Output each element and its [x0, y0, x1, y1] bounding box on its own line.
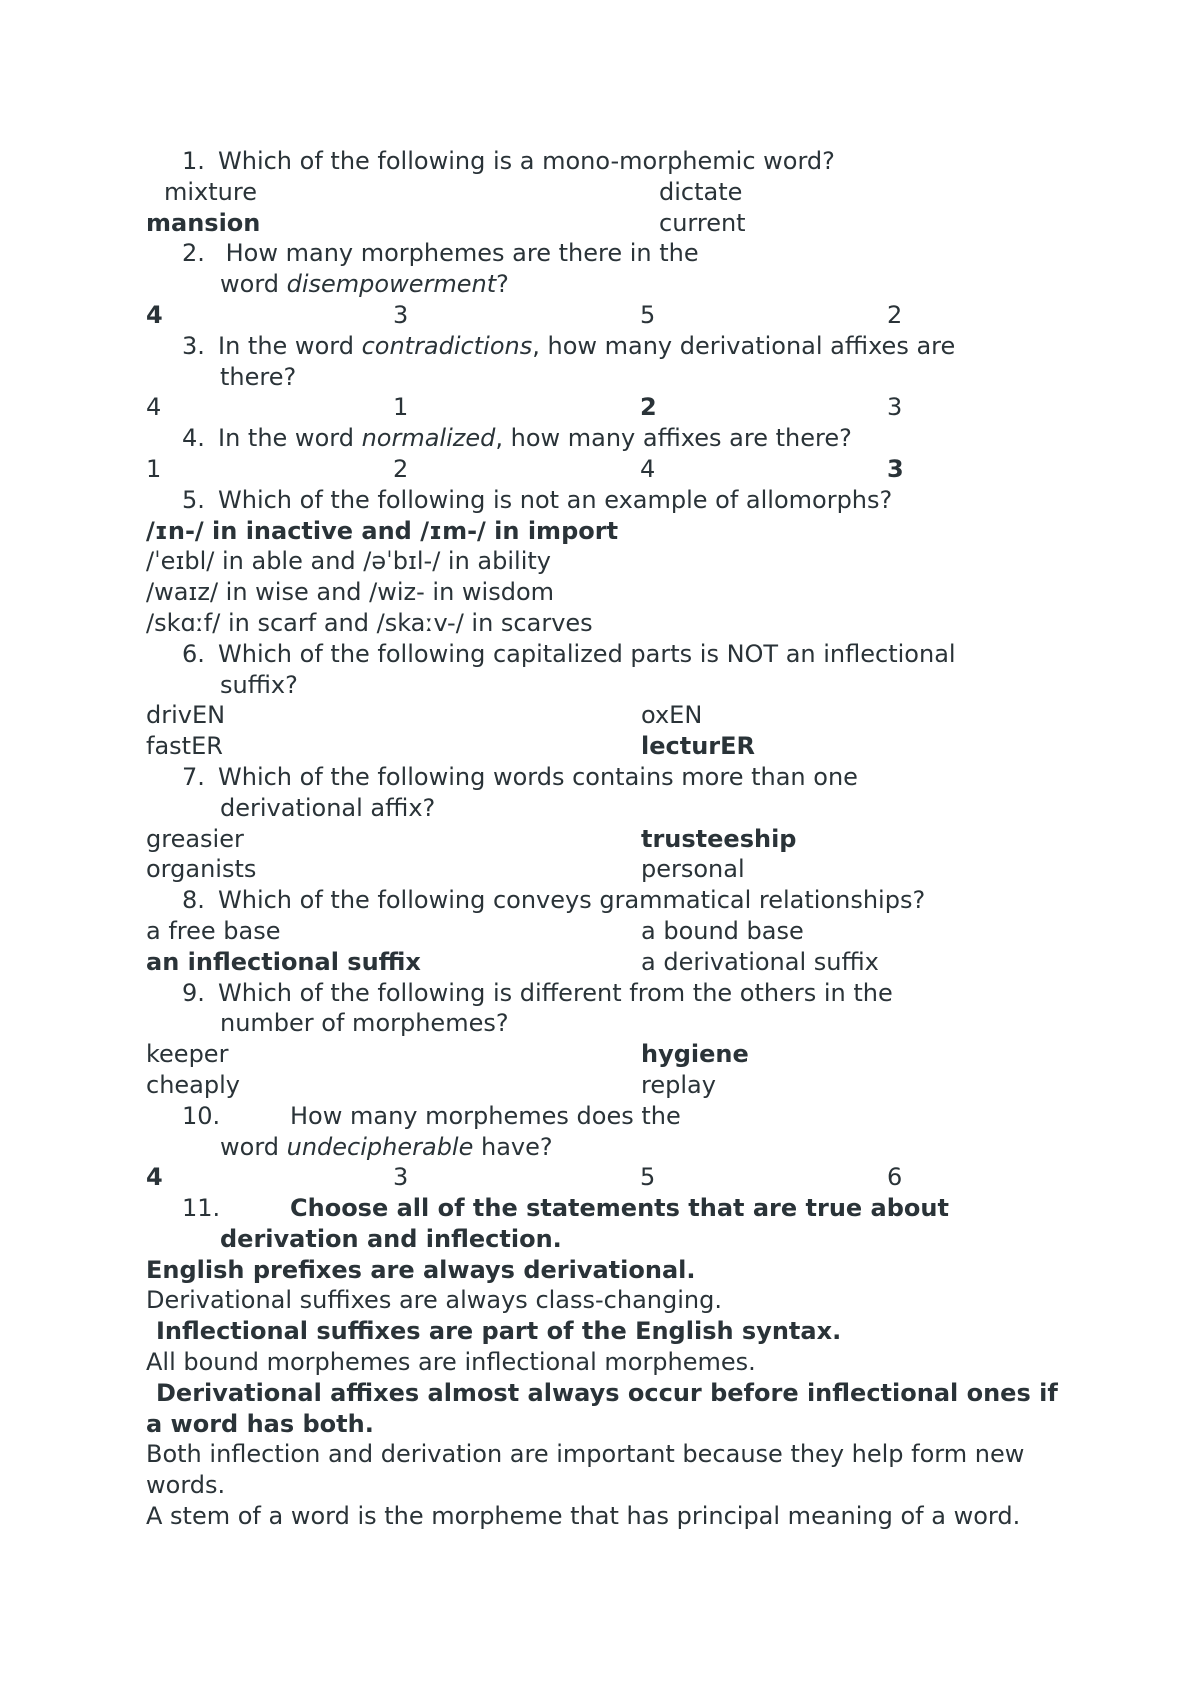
option-answer: lecturER [641, 732, 755, 761]
option: cheaply [146, 1070, 240, 1099]
options-row [146, 392, 1076, 423]
question-number: 1. [182, 147, 205, 175]
option: /skɑːf/ in scarf and /skaːv-/ in scarves [146, 608, 593, 637]
option: 1 [393, 393, 409, 422]
option: 1 [146, 454, 162, 483]
question-text: Which of the following is different from the others in the [218, 978, 893, 1007]
question-word: contradictions [361, 331, 533, 360]
options-row [146, 208, 1076, 239]
question-number: 7. [182, 762, 205, 791]
options-row [146, 1070, 1076, 1101]
options-row [146, 300, 1076, 331]
option: a bound base [641, 916, 804, 945]
question-text: , how many derivational affixes are [532, 331, 956, 360]
option: oxEN [641, 701, 703, 730]
option: 2 [393, 454, 409, 483]
question-text: suffix? [220, 670, 298, 699]
statement-text: Derivational affixes almost always occur before inflectional ones if a word has both. [146, 1378, 1058, 1438]
question-number: 4. [182, 424, 205, 453]
option: 3 [887, 393, 903, 422]
statement-true [146, 1378, 1076, 1440]
question-text: number of morphemes? [220, 1009, 509, 1038]
option-answer: trusteeship [641, 824, 797, 853]
question-text: have? [473, 1132, 553, 1161]
question-text: Which of the following capitalized parts is NOT an inflectional [218, 639, 956, 668]
option: a derivational suffix [641, 947, 879, 976]
statement-true: English prefixes are always derivational. [146, 1255, 696, 1284]
question-1 [146, 146, 1076, 177]
options-row [146, 454, 1076, 485]
option-answer: 2 [640, 393, 657, 422]
question-word: undecipherable [286, 1132, 474, 1161]
question-text: , how many affixes are there? [495, 424, 852, 453]
question-text: word [220, 1132, 287, 1161]
question-number: 5. [182, 485, 205, 514]
question-10 [146, 1101, 1076, 1132]
option: current [659, 208, 746, 237]
option: replay [641, 1070, 716, 1099]
question-text: ? [496, 270, 509, 299]
option: 4 [146, 393, 162, 422]
question-number: 3. [182, 331, 205, 360]
option-answer: mansion [146, 208, 261, 237]
question-4 [146, 423, 1076, 454]
question-text: derivational affix? [220, 793, 436, 822]
option: greasier [146, 824, 244, 853]
statement-true: Inflectional suffixes are part of the English syntax. [156, 1317, 842, 1346]
question-text: How many morphemes does the [290, 1101, 681, 1130]
statement: All bound morphemes are inflectional morphemes. [146, 1348, 756, 1377]
question-number: 9. [182, 978, 205, 1007]
question-text: Which of the following words contains more than one [218, 762, 858, 791]
question-text: derivation and inflection. [220, 1224, 562, 1253]
option: organists [146, 855, 257, 884]
options-row [146, 177, 1076, 208]
option: 6 [887, 1163, 903, 1192]
question-text: In the word [218, 331, 362, 360]
question-text-continued [146, 269, 1076, 300]
question-text: there? [220, 362, 297, 391]
option-answer: 4 [146, 1163, 163, 1192]
option: 5 [640, 1163, 656, 1192]
option: drivEN [146, 701, 226, 730]
question-text: Which of the following is a mono-morphemic word? [218, 147, 835, 175]
question-text: In the word [218, 424, 362, 453]
question-9 [146, 978, 1076, 1009]
options-row [146, 854, 1076, 885]
question-6 [146, 639, 1076, 670]
option: 5 [640, 300, 656, 329]
question-text: Which of the following conveys grammatical relationships? [218, 886, 926, 915]
option-answer: 3 [887, 454, 904, 483]
question-number: 11. [182, 1194, 221, 1223]
question-number: 2. [182, 239, 205, 268]
quiz-content [146, 146, 1076, 1532]
question-text: word [220, 270, 287, 299]
question-word: normalized [361, 424, 496, 453]
options-row [146, 731, 1076, 762]
question-5 [146, 485, 1076, 516]
question-text-continued [146, 1132, 1076, 1163]
question-text-continued [146, 1224, 1076, 1255]
option: 3 [393, 300, 409, 329]
option-answer: hygiene [641, 1040, 749, 1069]
question-number: 6. [182, 639, 205, 668]
statement: Both inflection and derivation are important because they help form new words. [146, 1440, 1025, 1500]
statement: Derivational suffixes are always class-changing. [146, 1286, 722, 1315]
question-7 [146, 762, 1076, 793]
options-row [146, 916, 1076, 947]
question-3 [146, 331, 1076, 362]
option: a free base [146, 916, 281, 945]
option: mixture [164, 177, 257, 206]
option: /ˈeɪbl/ in able and /əˈbɪl-/ in ability [146, 547, 551, 576]
options-row [146, 700, 1076, 731]
question-text-continued [146, 362, 1076, 393]
question-text-continued [146, 1008, 1076, 1039]
option: keeper [146, 1040, 229, 1069]
question-text: Choose all of the statements that are true about [290, 1194, 949, 1223]
question-number: 10. [182, 1101, 221, 1130]
option-answer: /ɪn-/ in inactive and /ɪm-/ in import [146, 516, 619, 545]
option-answer: an inflectional suffix [146, 947, 421, 976]
question-word: disempowerment [286, 270, 497, 299]
option: 3 [393, 1163, 409, 1192]
option: /waɪz/ in wise and /wiz- in wisdom [146, 578, 555, 607]
question-11 [146, 1193, 1076, 1224]
statement: A stem of a word is the morpheme that has principal meaning of a word. [146, 1502, 1021, 1531]
option: 2 [887, 300, 903, 329]
option: personal [641, 855, 745, 884]
option-answer: 4 [146, 300, 163, 329]
question-2 [146, 238, 1076, 269]
question-text-continued [146, 670, 1076, 701]
options-row [146, 1162, 1076, 1193]
option: dictate [659, 177, 743, 206]
options-row [146, 947, 1076, 978]
question-text: How many morphemes are there in the [218, 239, 699, 268]
option: fastER [146, 732, 223, 761]
option: 4 [640, 454, 656, 483]
question-number: 8. [182, 886, 205, 915]
question-8 [146, 885, 1076, 916]
options-row [146, 1039, 1076, 1070]
options-row [146, 824, 1076, 855]
question-text-continued [146, 793, 1076, 824]
question-text: Which of the following is not an example of allomorphs? [218, 485, 893, 514]
